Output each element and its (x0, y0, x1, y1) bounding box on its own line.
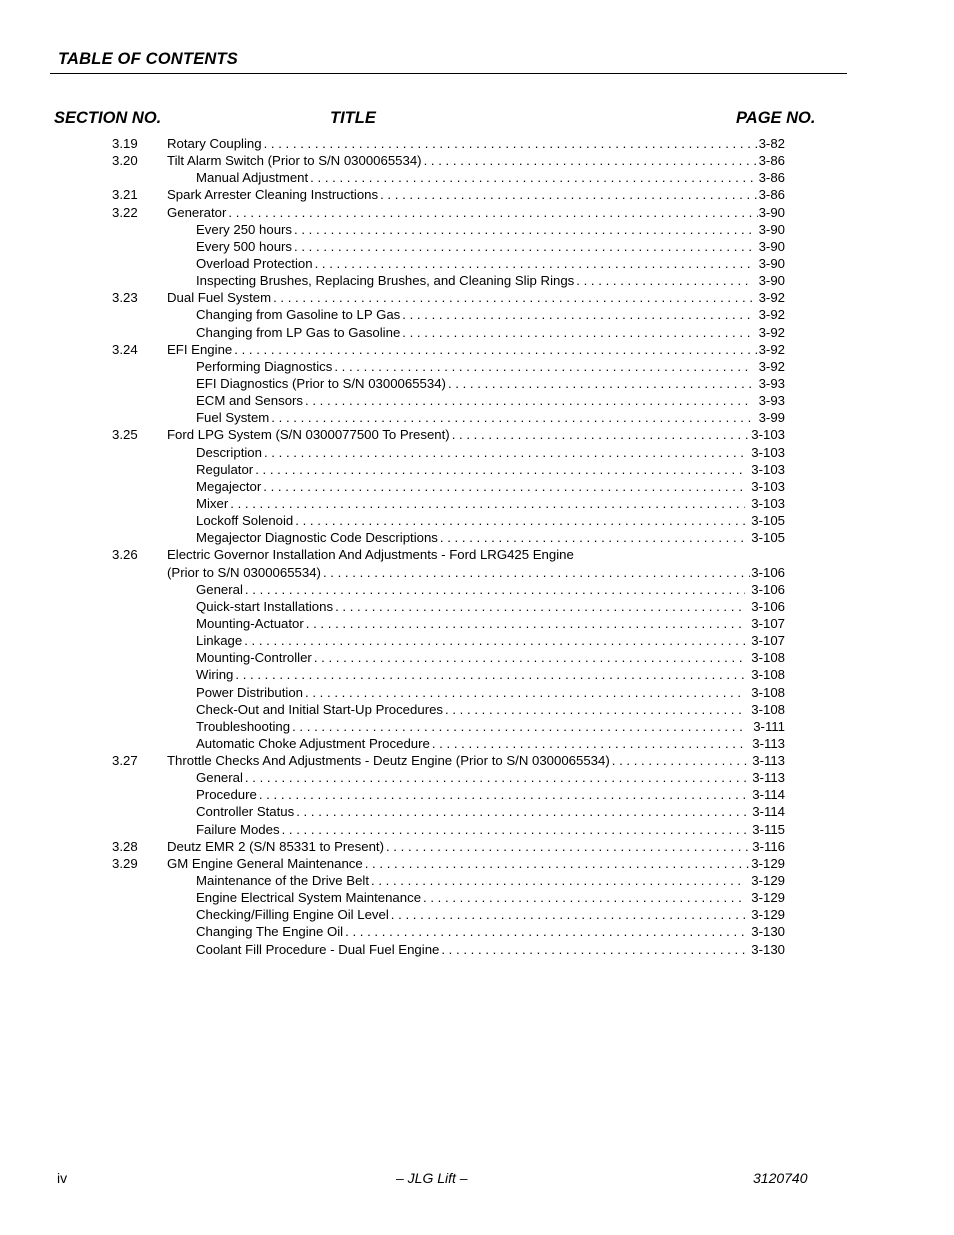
header-divider (50, 73, 847, 74)
toc-entry-section-number: 3.19 (112, 136, 138, 151)
toc-entry-line (167, 855, 785, 872)
toc-dot-leader (391, 906, 745, 923)
toc-entry-line (167, 564, 785, 581)
toc-entry-page[interactable]: 3-92 (758, 341, 785, 357)
toc-entry-line (196, 306, 785, 323)
toc-entry-title[interactable]: Tilt Alarm Switch (Prior to S/N 0300065534) (167, 153, 422, 169)
toc-dot-leader (264, 444, 745, 461)
toc-entry-title[interactable]: Overload Protection (196, 255, 313, 271)
toc-entry-page[interactable]: 3-114 (752, 787, 785, 803)
toc-entry-title[interactable]: Mounting-Controller (196, 650, 312, 666)
toc-entry-title[interactable]: Fuel System (196, 410, 270, 426)
toc-entry-section-number: 3.23 (112, 290, 138, 306)
toc-dot-leader (245, 581, 745, 598)
toc-entry-title[interactable]: Ford LPG System (S/N 0300077500 To Present) (167, 427, 450, 443)
toc-entry-page[interactable]: 3-129 (751, 855, 785, 871)
toc-entry[interactable] (0, 444, 954, 461)
toc-entry-title[interactable]: General (196, 770, 243, 786)
toc-dot-leader (424, 152, 758, 169)
toc-entry-title[interactable]: Changing from Gasoline to LP Gas (196, 307, 401, 323)
toc-entry-line (196, 238, 785, 255)
toc-entry[interactable] (0, 838, 954, 855)
toc-entry-line (167, 752, 785, 769)
toc-entry-title[interactable]: Manual Adjustment (196, 170, 309, 186)
toc-entry-title[interactable]: Power Distribution (196, 684, 304, 700)
toc-dot-leader (310, 169, 752, 186)
toc-entry-page[interactable]: 3-103 (751, 495, 785, 511)
toc-entry[interactable] (0, 426, 954, 443)
toc-dot-leader (292, 718, 747, 735)
toc-entry-page[interactable]: 3-86 (758, 170, 785, 186)
toc-entry-line (196, 392, 785, 409)
toc-entry-page[interactable]: 3-107 (751, 633, 785, 649)
toc-entry-page[interactable]: 3-103 (751, 444, 785, 460)
toc-entry-section-number: 3.20 (112, 153, 138, 169)
toc-entry-page[interactable]: 3-86 (758, 153, 785, 169)
toc-entry[interactable] (0, 392, 954, 409)
toc-entry-title[interactable]: Performing Diagnostics (196, 358, 333, 374)
toc-entry-title[interactable]: Changing The Engine Oil (196, 924, 344, 940)
toc-entry-title[interactable]: Wiring (196, 667, 234, 683)
toc-entry-page[interactable]: 3-108 (751, 667, 785, 683)
column-header-section: SECTION NO. (54, 109, 162, 127)
toc-entry-page[interactable]: 3-108 (751, 684, 785, 700)
toc-entry-page[interactable]: 3-103 (751, 478, 785, 494)
toc-entry-line (167, 426, 785, 443)
toc-dot-leader (234, 341, 757, 358)
toc-entry-line (196, 478, 785, 495)
toc-entry-line (167, 152, 785, 169)
toc-entry[interactable] (0, 255, 954, 272)
toc-entry-page[interactable]: 3-115 (752, 821, 785, 837)
toc-entry-title[interactable]: EFI Diagnostics (Prior to S/N 0300065534) (196, 375, 446, 391)
toc-dot-leader (305, 392, 753, 409)
toc-entry-title[interactable]: Rotary Coupling (167, 136, 262, 151)
toc-list (0, 135, 954, 958)
toc-entry-page[interactable]: 3-90 (758, 273, 785, 289)
toc-dot-leader (445, 701, 745, 718)
toc-entry-title[interactable]: Lockoff Solenoid (196, 513, 294, 529)
toc-dot-leader (264, 135, 758, 152)
toc-entry-line (196, 684, 785, 701)
toc-entry[interactable] (0, 324, 954, 341)
toc-dot-leader (440, 529, 745, 546)
toc-entry-line (196, 409, 785, 426)
toc-entry-section-number: 3.29 (112, 855, 138, 871)
toc-entry-title[interactable]: Maintenance of the Drive Belt (196, 873, 369, 889)
toc-dot-leader (334, 358, 752, 375)
toc-entry-line (196, 786, 785, 803)
toc-entry-line (196, 358, 785, 375)
toc-entry[interactable] (0, 152, 954, 169)
toc-dot-leader (263, 478, 745, 495)
toc-entry-page[interactable]: 3-105 (751, 513, 785, 529)
toc-entry-section-number: 3.25 (112, 427, 138, 443)
toc-entry[interactable] (0, 375, 954, 392)
toc-entry-page[interactable]: 3-113 (752, 753, 785, 769)
toc-entry-line (167, 341, 785, 358)
toc-entry-title[interactable]: Automatic Choke Adjustment Procedure (196, 735, 430, 751)
toc-entry-line (196, 872, 785, 889)
toc-dot-leader (296, 803, 746, 820)
toc-entry-page[interactable]: 3-92 (758, 358, 785, 374)
toc-entry-section-number: 3.26 (112, 547, 138, 563)
toc-entry[interactable] (0, 803, 954, 820)
toc-entry-line (196, 324, 785, 341)
toc-entry-title[interactable]: Quick-start Installations (196, 598, 334, 614)
toc-entry[interactable] (0, 546, 954, 563)
toc-entry-line (196, 495, 785, 512)
toc-dot-leader (452, 426, 751, 443)
toc-entry-page[interactable]: 3-114 (752, 804, 785, 820)
toc-entry[interactable] (0, 221, 954, 238)
toc-dot-leader (314, 649, 745, 666)
toc-entry-page[interactable]: 3-90 (758, 221, 785, 237)
toc-entry-line (196, 821, 785, 838)
toc-entry[interactable] (0, 872, 954, 889)
toc-entry[interactable] (0, 341, 954, 358)
toc-entry[interactable] (0, 529, 954, 546)
toc-entry-title[interactable]: Megajector (196, 478, 262, 494)
toc-entry-title[interactable]: Mixer (196, 495, 229, 511)
toc-entry-line (196, 632, 785, 649)
toc-entry-line (196, 272, 785, 289)
toc-entry[interactable] (0, 701, 954, 718)
toc-dot-leader (282, 821, 747, 838)
toc-entry-title[interactable]: Dual Fuel System (167, 290, 272, 306)
toc-entry-section-number: 3.22 (112, 204, 138, 220)
toc-entry-section-number: 3.27 (112, 753, 138, 769)
toc-dot-leader (294, 238, 753, 255)
toc-entry[interactable] (0, 615, 954, 632)
toc-entry[interactable] (0, 564, 954, 581)
toc-entry-page[interactable]: 3-105 (751, 530, 785, 546)
toc-entry-page[interactable]: 3-130 (751, 924, 785, 940)
toc-dot-leader (230, 495, 745, 512)
toc-entry[interactable] (0, 855, 954, 872)
toc-dot-leader (228, 204, 757, 221)
toc-entry-page[interactable]: 3-108 (751, 650, 785, 666)
toc-dot-leader (305, 684, 745, 701)
toc-entry[interactable] (0, 272, 954, 289)
toc-entry-title[interactable]: (Prior to S/N 0300065534) (167, 564, 321, 580)
toc-entry-title[interactable]: Throttle Checks And Adjustments - Deutz Engine (Prior to S/N 0300065534) (167, 753, 610, 769)
toc-entry-title[interactable]: Checking/Filling Engine Oil Level (196, 907, 389, 923)
toc-dot-leader (441, 941, 745, 958)
toc-entry-page[interactable]: 3-106 (751, 598, 785, 614)
toc-entry[interactable] (0, 358, 954, 375)
toc-dot-leader (255, 461, 745, 478)
toc-entry-title[interactable]: Every 500 hours (196, 238, 293, 254)
toc-entry-page[interactable]: 3-108 (751, 701, 785, 717)
toc-entry-line (196, 923, 785, 940)
toc-entry-title[interactable]: GM Engine General Maintenance (167, 855, 363, 871)
toc-dot-leader (244, 632, 745, 649)
toc-entry-line (167, 546, 785, 563)
toc-entry-page[interactable]: 3-107 (751, 615, 785, 631)
toc-entry[interactable] (0, 135, 954, 152)
toc-entry[interactable] (0, 786, 954, 803)
toc-dot-leader (423, 889, 745, 906)
toc-entry-title[interactable]: Changing from LP Gas to Gasoline (196, 324, 401, 340)
toc-entry[interactable] (0, 684, 954, 701)
toc-dot-leader (448, 375, 753, 392)
toc-dot-leader (259, 786, 746, 803)
toc-entry-title[interactable]: Check-Out and Initial Start-Up Procedures (196, 701, 444, 717)
toc-entry-line (196, 461, 785, 478)
toc-entry[interactable] (0, 461, 954, 478)
toc-entry-page[interactable]: 3-113 (752, 735, 785, 751)
toc-entry-page[interactable]: 3-113 (752, 770, 785, 786)
toc-dot-leader (345, 923, 745, 940)
toc-entry-section-number: 3.28 (112, 838, 138, 854)
toc-entry-page[interactable]: 3-106 (751, 581, 785, 597)
toc-entry-line (196, 769, 785, 786)
toc-entry-title[interactable]: Every 250 hours (196, 221, 293, 237)
page-header-title: TABLE OF CONTENTS (58, 50, 239, 68)
toc-entry-title[interactable]: Regulator (196, 461, 254, 477)
toc-entry-line (167, 289, 785, 306)
toc-entry-line (167, 204, 785, 221)
toc-entry[interactable] (0, 752, 954, 769)
toc-entry[interactable] (0, 718, 954, 735)
toc-entry[interactable] (0, 512, 954, 529)
toc-dot-leader (295, 512, 745, 529)
toc-entry-title[interactable]: EFI Engine (167, 341, 233, 357)
toc-entry-page[interactable]: 3-82 (758, 136, 785, 151)
toc-entry-line (196, 941, 785, 958)
toc-dot-leader (380, 186, 757, 203)
toc-entry-line (196, 615, 785, 632)
toc-entry-line (196, 906, 785, 923)
toc-entry-page[interactable]: 3-116 (752, 838, 785, 854)
toc-entry-line (196, 889, 785, 906)
toc-entry[interactable] (0, 821, 954, 838)
toc-entry[interactable] (0, 478, 954, 495)
toc-entry-page[interactable]: 3-103 (751, 461, 785, 477)
toc-entry-line (196, 666, 785, 683)
toc-entry-title[interactable]: Electric Governor Installation And Adjustments - Ford LRG425 Engine (167, 547, 574, 563)
toc-dot-leader (245, 769, 746, 786)
toc-entry[interactable] (0, 581, 954, 598)
toc-entry-line (196, 512, 785, 529)
toc-entry-section-number: 3.21 (112, 187, 138, 203)
toc-entry[interactable] (0, 306, 954, 323)
toc-entry-page[interactable]: 3-90 (758, 204, 785, 220)
toc-dot-leader (235, 666, 745, 683)
column-header-title: TITLE (330, 109, 376, 127)
toc-entry-title[interactable]: Megajector Diagnostic Code Descriptions (196, 530, 438, 546)
toc-entry-page[interactable]: 3-129 (751, 873, 785, 889)
toc-entry-page[interactable]: 3-106 (751, 564, 785, 580)
toc-entry-section-number: 3.24 (112, 341, 138, 357)
toc-dot-leader (365, 855, 751, 872)
toc-dot-leader (402, 324, 752, 341)
toc-entry[interactable] (0, 169, 954, 186)
toc-entry-page[interactable]: 3-86 (758, 187, 785, 203)
toc-entry-title[interactable]: Linkage (196, 633, 243, 649)
toc-entry[interactable] (0, 666, 954, 683)
toc-entry-line (167, 838, 785, 855)
toc-entry[interactable] (0, 906, 954, 923)
toc-entry-title[interactable]: ECM and Sensors (196, 393, 304, 409)
toc-dot-leader (386, 838, 751, 855)
toc-entry-page[interactable]: 3-93 (758, 393, 785, 409)
toc-entry-title[interactable]: Deutz EMR 2 (S/N 85331 to Present) (167, 838, 384, 854)
toc-dot-leader (612, 752, 752, 769)
toc-entry-title[interactable]: Procedure (196, 787, 257, 803)
toc-entry-page[interactable]: 3-90 (758, 255, 785, 271)
toc-dot-leader (306, 615, 746, 632)
toc-entry-page[interactable]: 3-92 (758, 290, 785, 306)
toc-entry-page[interactable]: 3-93 (758, 375, 785, 391)
toc-entry-title[interactable]: Inspecting Brushes, Replacing Brushes, and Cleaning Slip Rings (196, 273, 575, 289)
toc-entry-line (196, 444, 785, 461)
toc-entry[interactable] (0, 941, 954, 958)
toc-entry[interactable] (0, 769, 954, 786)
toc-entry-line (196, 255, 785, 272)
toc-entry-page[interactable]: 3-111 (753, 718, 785, 734)
toc-entry-line (167, 135, 785, 152)
toc-entry[interactable] (0, 238, 954, 255)
toc-entry-line (196, 803, 785, 820)
toc-entry-line (196, 581, 785, 598)
toc-entry-title[interactable]: Engine Electrical System Maintenance (196, 890, 422, 906)
column-header-page: PAGE NO. (736, 109, 816, 127)
toc-entry-title[interactable]: Mounting-Actuator (196, 615, 304, 631)
toc-entry[interactable] (0, 649, 954, 666)
toc-entry-page[interactable]: 3-92 (758, 307, 785, 323)
toc-entry-title[interactable]: Failure Modes (196, 821, 280, 837)
toc-entry-line (196, 169, 785, 186)
toc-entry-title[interactable]: Generator (167, 204, 227, 220)
toc-entry-line (196, 221, 785, 238)
toc-entry-title[interactable]: Controller Status (196, 804, 295, 820)
toc-entry[interactable] (0, 889, 954, 906)
toc-dot-leader (432, 735, 746, 752)
toc-dot-leader (402, 306, 752, 323)
toc-entry[interactable] (0, 632, 954, 649)
toc-entry-page[interactable]: 3-92 (758, 324, 785, 340)
toc-entry[interactable] (0, 204, 954, 221)
toc-dot-leader (335, 598, 745, 615)
toc-entry-line (196, 735, 785, 752)
toc-entry-page[interactable]: 3-130 (751, 941, 785, 957)
toc-entry-title[interactable]: Spark Arrester Cleaning Instructions (167, 187, 379, 203)
toc-entry-title[interactable]: Description (196, 444, 262, 460)
toc-dot-leader (315, 255, 753, 272)
toc-entry-page[interactable]: 3-129 (751, 890, 785, 906)
toc-dot-leader (294, 221, 753, 238)
toc-entry-line (196, 718, 785, 735)
toc-entry-page[interactable]: 3-129 (751, 907, 785, 923)
toc-dot-leader (371, 872, 745, 889)
toc-entry-line (167, 186, 785, 203)
toc-entry[interactable] (0, 923, 954, 940)
toc-entry-line (196, 529, 785, 546)
toc-dot-leader (273, 289, 758, 306)
toc-entry-title[interactable]: Coolant Fill Procedure - Dual Fuel Engine (196, 941, 440, 957)
footer-doc-number: 3120740 (753, 1170, 808, 1186)
toc-dot-leader (576, 272, 752, 289)
toc-entry[interactable] (0, 495, 954, 512)
toc-entry-line (196, 649, 785, 666)
toc-entry-page[interactable]: 3-99 (758, 410, 785, 426)
footer-page-number: iv (57, 1170, 68, 1186)
toc-dot-leader (323, 564, 750, 581)
toc-entry-page[interactable]: 3-103 (751, 427, 785, 443)
toc-entry-line (196, 701, 785, 718)
toc-entry-page[interactable]: 3-90 (758, 238, 785, 254)
toc-entry[interactable] (0, 598, 954, 615)
toc-entry[interactable] (0, 289, 954, 306)
toc-entry[interactable] (0, 735, 954, 752)
toc-entry-title[interactable]: General (196, 581, 243, 597)
toc-entry-title[interactable]: Troubleshooting (196, 718, 291, 734)
toc-dot-leader (271, 409, 752, 426)
toc-entry-line (196, 598, 785, 615)
footer-publisher: – JLG Lift – (396, 1170, 468, 1186)
toc-entry[interactable] (0, 186, 954, 203)
toc-entry[interactable] (0, 409, 954, 426)
toc-entry-line (196, 375, 785, 392)
